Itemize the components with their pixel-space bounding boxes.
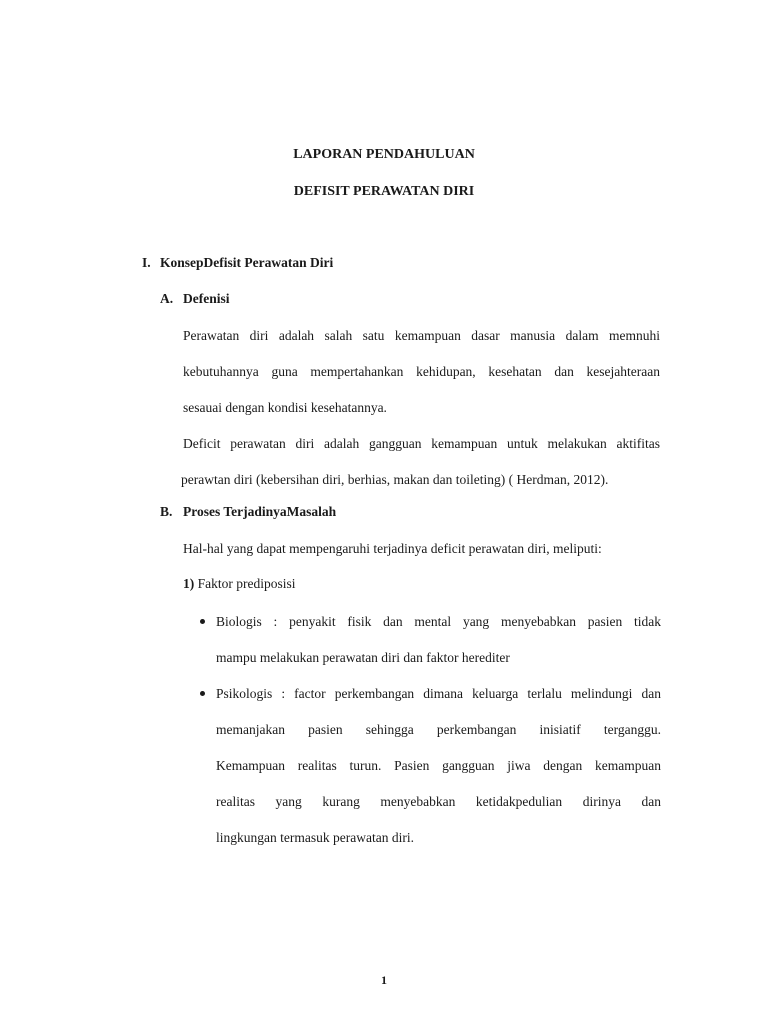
paragraph-line: Perawatan diri adalah salah satu kemampuan dasar manusia dalam memnuhi xyxy=(183,328,660,343)
list-item-1 xyxy=(183,576,296,592)
bullet-biologis xyxy=(216,612,661,684)
document-subtitle: DEFISIT PERAWATAN DIRI xyxy=(293,184,475,199)
paragraph-line: perawtan diri (kebersihan diri, berhias, makan dan toileting) ( Herdman, 2012). xyxy=(181,472,609,487)
bullet-psikologis xyxy=(216,684,661,864)
paragraph-deficit xyxy=(183,434,660,506)
page-number: 1 xyxy=(381,973,387,987)
bullet-line: Biologis : penyakit fisik dan mental yang menyebabkan pasien tidak xyxy=(216,614,661,629)
bullet-icon xyxy=(200,619,205,624)
document-title: LAPORAN PENDAHULUAN xyxy=(293,147,475,162)
paragraph-line: kebutuhannya guna mempertahankan kehidupan, kesehatan dan kesejahteraan xyxy=(183,364,660,379)
bullet-line: Psikologis : factor perkembangan dimana keluarga terlalu melindungi dan xyxy=(216,686,661,701)
subsection-title-b: Proses TerjadinyaMasalah xyxy=(183,504,337,519)
subsection-letter-b: B. xyxy=(160,504,173,519)
paragraph-definition xyxy=(183,326,660,434)
paragraph-line: sesauai dengan kondisi kesehatannya. xyxy=(183,400,387,415)
subsection-title-a: Defenisi xyxy=(183,291,230,306)
bullet-line: lingkungan termasuk perawatan diri. xyxy=(216,830,414,845)
intro-text: Hal-hal yang dapat mempengaruhi terjadinya deficit perawatan diri, meliputi: xyxy=(183,541,602,556)
paragraph-line: Deficit perawatan diri adalah gangguan kemampuan untuk melakukan aktifitas xyxy=(183,436,660,451)
section-title: KonsepDefisit Perawatan Diri xyxy=(160,255,334,270)
list-item-number: 1) xyxy=(183,576,195,591)
section-number: I. xyxy=(142,255,151,270)
bullet-line: memanjakan pasien sehingga perkembangan inisiatif terganggu. xyxy=(216,722,661,737)
bullet-line: mampu melakukan perawatan diri dan faktor herediter xyxy=(216,650,510,665)
subsection-letter-a: A. xyxy=(160,291,174,306)
list-item-label: Faktor prediposisi xyxy=(197,576,296,591)
bullet-icon xyxy=(200,691,205,696)
bullet-line: realitas yang kurang menyebabkan ketidakpedulian dirinya dan xyxy=(216,794,661,809)
bullet-line: Kemampuan realitas turun. Pasien gangguan jiwa dengan kemampuan xyxy=(216,758,661,773)
